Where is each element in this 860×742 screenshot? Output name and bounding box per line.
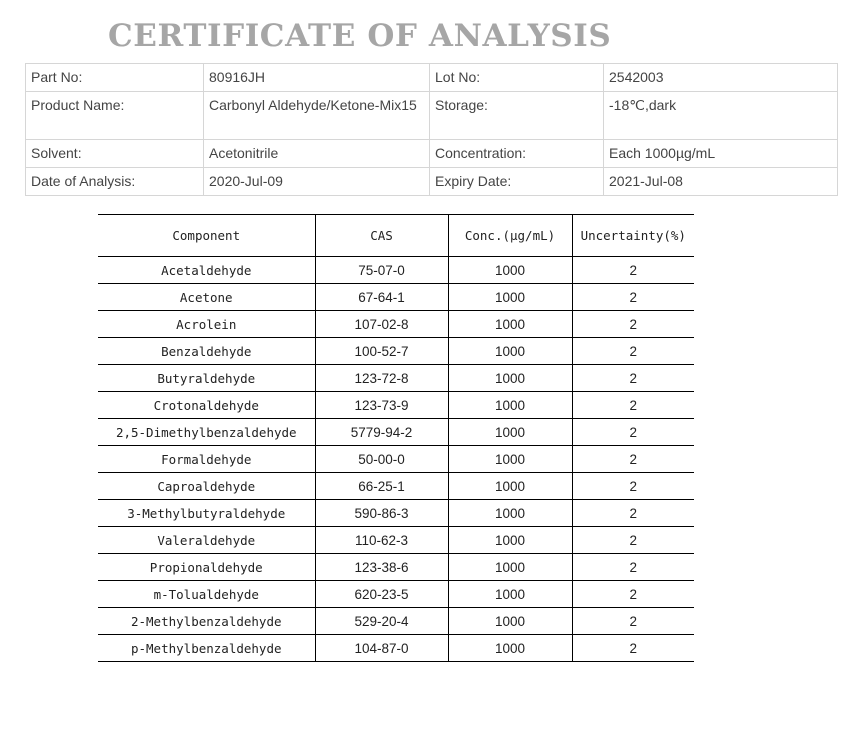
table-row bbox=[98, 527, 694, 554]
solvent-label: Solvent: bbox=[26, 140, 204, 168]
uncertainty-value: 2 bbox=[572, 392, 694, 419]
table-row bbox=[98, 608, 694, 635]
concentration-value: 1000 bbox=[448, 581, 572, 608]
concentration-value: 1000 bbox=[448, 473, 572, 500]
uncertainty-value: 2 bbox=[572, 446, 694, 473]
cas-number: 529-20-4 bbox=[315, 608, 448, 635]
cas-number: 100-52-7 bbox=[315, 338, 448, 365]
info-row-solvent-concentration bbox=[26, 140, 838, 168]
lot-no-value: 2542003 bbox=[604, 64, 838, 92]
concentration-value: 1000 bbox=[448, 419, 572, 446]
table-row bbox=[98, 419, 694, 446]
uncertainty-value: 2 bbox=[572, 608, 694, 635]
concentration-value: 1000 bbox=[448, 257, 572, 284]
component-name: m-Tolualdehyde bbox=[98, 581, 315, 608]
uncertainty-value: 2 bbox=[572, 338, 694, 365]
cas-number: 67-64-1 bbox=[315, 284, 448, 311]
table-row bbox=[98, 581, 694, 608]
cas-number: 620-23-5 bbox=[315, 581, 448, 608]
concentration-value: 1000 bbox=[448, 338, 572, 365]
table-row bbox=[98, 311, 694, 338]
product-name-label: Product Name: bbox=[26, 92, 204, 140]
uncertainty-value: 2 bbox=[572, 500, 694, 527]
concentration-value: 1000 bbox=[448, 392, 572, 419]
cas-number: 75-07-0 bbox=[315, 257, 448, 284]
component-name: 2-Methylbenzaldehyde bbox=[98, 608, 315, 635]
component-name: 3-Methylbutyraldehyde bbox=[98, 500, 315, 527]
cas-number: 123-73-9 bbox=[315, 392, 448, 419]
concentration-label: Concentration: bbox=[430, 140, 604, 168]
header-cas: CAS bbox=[315, 215, 448, 257]
uncertainty-value: 2 bbox=[572, 257, 694, 284]
uncertainty-value: 2 bbox=[572, 311, 694, 338]
part-no-label: Part No: bbox=[26, 64, 204, 92]
components-header-row bbox=[98, 215, 694, 257]
table-row bbox=[98, 554, 694, 581]
expiry-date-value: 2021-Jul-08 bbox=[604, 168, 838, 196]
uncertainty-value: 2 bbox=[572, 473, 694, 500]
cas-number: 50-00-0 bbox=[315, 446, 448, 473]
table-row bbox=[98, 635, 694, 662]
cas-number: 104-87-0 bbox=[315, 635, 448, 662]
concentration-value: 1000 bbox=[448, 500, 572, 527]
cas-number: 107-02-8 bbox=[315, 311, 448, 338]
cas-number: 123-72-8 bbox=[315, 365, 448, 392]
table-row bbox=[98, 392, 694, 419]
uncertainty-value: 2 bbox=[572, 581, 694, 608]
info-row-product-storage bbox=[26, 92, 838, 140]
component-name: Acetaldehyde bbox=[98, 257, 315, 284]
concentration-value: 1000 bbox=[448, 311, 572, 338]
expiry-date-label: Expiry Date: bbox=[430, 168, 604, 196]
concentration-value: 1000 bbox=[448, 608, 572, 635]
storage-value: -18℃,dark bbox=[604, 92, 838, 140]
uncertainty-value: 2 bbox=[572, 284, 694, 311]
cas-number: 123-38-6 bbox=[315, 554, 448, 581]
date-of-analysis-value: 2020-Jul-09 bbox=[204, 168, 430, 196]
table-row bbox=[98, 446, 694, 473]
lot-no-label: Lot No: bbox=[430, 64, 604, 92]
uncertainty-value: 2 bbox=[572, 419, 694, 446]
component-name: Caproaldehyde bbox=[98, 473, 315, 500]
component-name: 2,5-Dimethylbenzaldehyde bbox=[98, 419, 315, 446]
storage-label: Storage: bbox=[430, 92, 604, 140]
cas-number: 66-25-1 bbox=[315, 473, 448, 500]
concentration-value: 1000 bbox=[448, 446, 572, 473]
cas-number: 110-62-3 bbox=[315, 527, 448, 554]
component-name: Acetone bbox=[98, 284, 315, 311]
component-name: Benzaldehyde bbox=[98, 338, 315, 365]
part-no-value: 80916JH bbox=[204, 64, 430, 92]
table-row bbox=[98, 365, 694, 392]
component-name: Valeraldehyde bbox=[98, 527, 315, 554]
header-component: Component bbox=[98, 215, 315, 257]
component-name: Butyraldehyde bbox=[98, 365, 315, 392]
info-row-part-lot bbox=[26, 64, 838, 92]
concentration-value: 1000 bbox=[448, 635, 572, 662]
concentration-value: 1000 bbox=[448, 554, 572, 581]
table-row bbox=[98, 338, 694, 365]
table-row bbox=[98, 257, 694, 284]
component-name: Acrolein bbox=[98, 311, 315, 338]
table-row bbox=[98, 473, 694, 500]
document-title: CERTIFICATE OF ANALYSIS bbox=[108, 18, 612, 54]
header-uncertainty: Uncertainty(%) bbox=[572, 215, 694, 257]
component-name: Propionaldehyde bbox=[98, 554, 315, 581]
uncertainty-value: 2 bbox=[572, 365, 694, 392]
cas-number: 5779-94-2 bbox=[315, 419, 448, 446]
concentration-value: 1000 bbox=[448, 284, 572, 311]
concentration-value: 1000 bbox=[448, 527, 572, 554]
concentration-value: Each 1000µg/mL bbox=[604, 140, 838, 168]
product-info-table bbox=[25, 63, 838, 196]
date-of-analysis-label: Date of Analysis: bbox=[26, 168, 204, 196]
uncertainty-value: 2 bbox=[572, 554, 694, 581]
uncertainty-value: 2 bbox=[572, 635, 694, 662]
product-name-value: Carbonyl Aldehyde/Ketone-Mix15 bbox=[204, 92, 430, 140]
component-name: p-Methylbenzaldehyde bbox=[98, 635, 315, 662]
components-table bbox=[98, 214, 694, 662]
solvent-value: Acetonitrile bbox=[204, 140, 430, 168]
cas-number: 590-86-3 bbox=[315, 500, 448, 527]
table-row bbox=[98, 500, 694, 527]
component-name: Crotonaldehyde bbox=[98, 392, 315, 419]
component-name: Formaldehyde bbox=[98, 446, 315, 473]
concentration-value: 1000 bbox=[448, 365, 572, 392]
header-concentration: Conc.(μg/mL) bbox=[448, 215, 572, 257]
uncertainty-value: 2 bbox=[572, 527, 694, 554]
info-row-dates bbox=[26, 168, 838, 196]
table-row bbox=[98, 284, 694, 311]
